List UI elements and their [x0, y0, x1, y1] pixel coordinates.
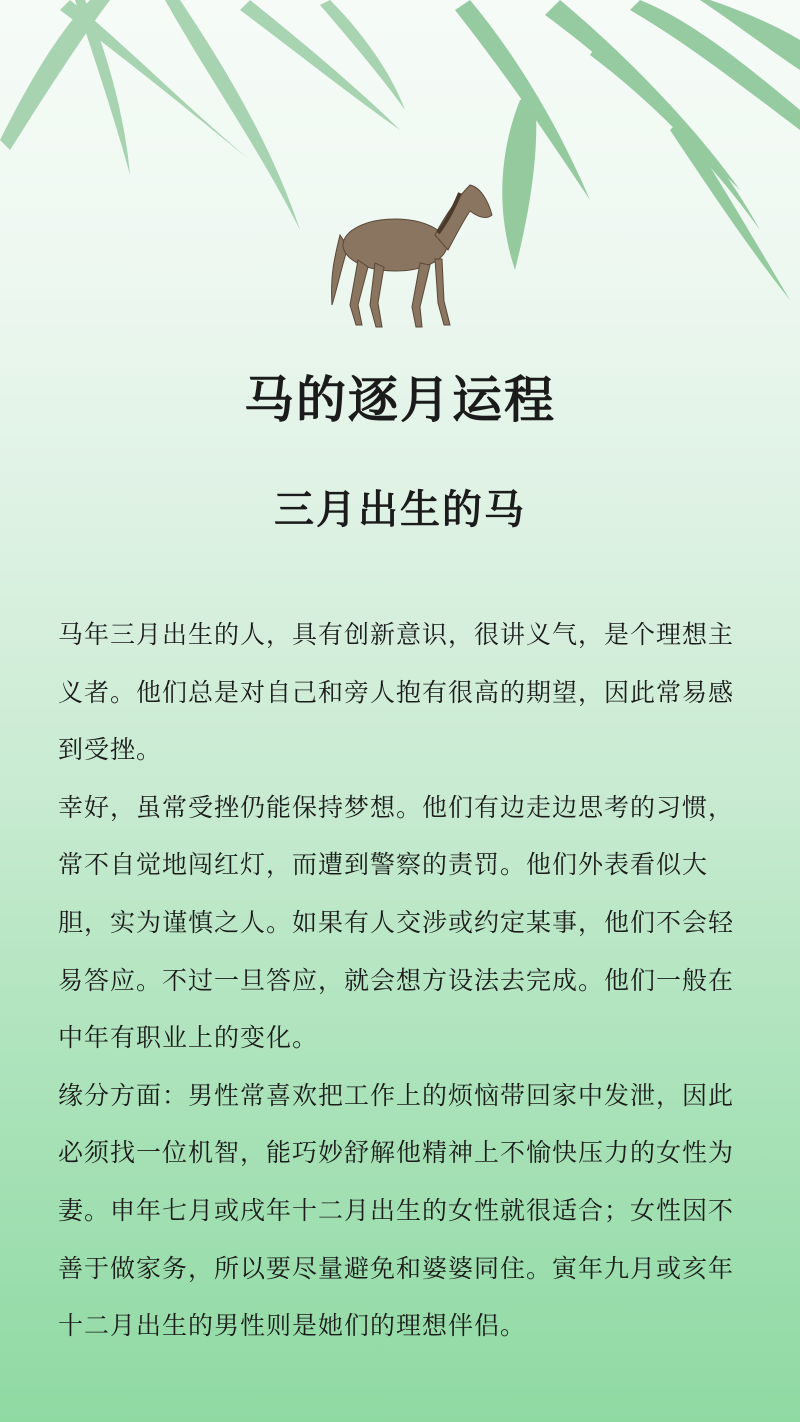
paragraph-relationship: 缘分方面：男性常喜欢把工作上的烦恼带回家中发泄，因此必须找一位机智，能巧妙舒解他精神上不愉快压力的女性为妻。申年七月或戌年十二月出生的女性就很适合；女性因不善于做家务，所以要尽量避免和婆婆同住。寅年九月或亥年十二月出生的男性则是她们的理想伴侣。: [58, 1080, 735, 1341]
article-body: [58, 606, 748, 1355]
page-title: 马的逐月运程: [244, 371, 556, 429]
paragraph-personality: 幸好，虽常受挫仍能保持梦想。他们有边走边思考的习惯，常不自觉地闯红灯，而遭到警察的责罚。他们外表看似大胆，实为谨慎之人。如果有人交涉或约定某事，他们不会轻易答应。不过一旦答应，就会想方设法去完成。他们一般在中年有职业上的变化。: [58, 792, 735, 1053]
horse-illustration: [320, 175, 500, 345]
page-subtitle: 三月出生的马: [274, 487, 526, 533]
paragraph-intro: 马年三月出生的人，具有创新意识，很讲义气，是个理想主义者。他们总是对自己和旁人抱有很高的期望，因此常易感到受挫。: [58, 620, 735, 765]
